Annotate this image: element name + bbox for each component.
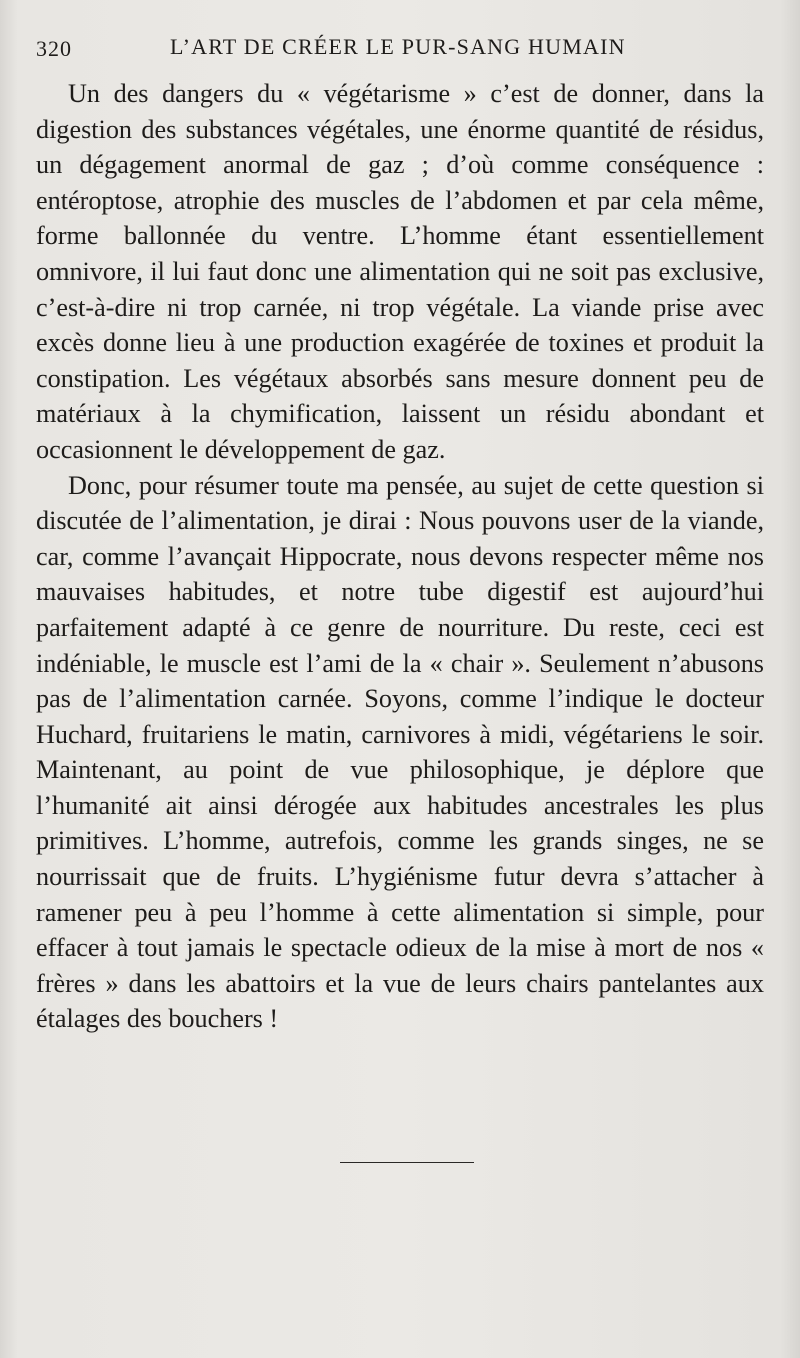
page-number: 320 [36, 36, 72, 61]
paragraph-1: Un des dangers du « végétarisme » c’est de donner, dans la digestion des substances végétales, une énorme quantité de résidus, un dégagement anormal de gaz ; d’où comme conséquence : entéroptose, atrophie des muscles de l’abdomen et par cela même, forme ballonnée du ventre. L’homme étant essentiellement omnivore, il lui faut donc une alimentation qui ne soit pas exclusive, c’est-à-dire ni trop carnée, ni trop végétale. La viande prise avec excès donne lieu à une production exagérée de toxines et produit la constipation. Les végétaux absorbés sans mesure donnent peu de matériaux à la chymification, laissent un résidu abondant et occasionnent le développement de gaz. [36, 79, 764, 464]
running-title: L’ART DE CRÉER LE PUR-SANG HUMAIN [170, 34, 626, 59]
body-text [36, 76, 764, 1037]
paragraph-2: Donc, pour résumer toute ma pensée, au sujet de cette question si discutée de l’alimentation, je dirai : Nous pouvons user de la viande, car, comme l’avançait Hippocrate, nous devons respecter même nos mauvaises habitudes, et notre tube digestif est aujourd’hui parfaitement adapté à ce genre de nourriture. Du reste, ceci est indéniable, le muscle est l’ami de la « chair ». Seulement n’abusons pas de l’alimentation carnée. Soyons, comme l’indique le docteur Huchard, fruitariens le matin, carnivores à midi, végétariens le soir. Maintenant, au point de vue philosophique, je déplore que l’humanité ait ainsi dérogée aux habitudes ancestrales les plus primitives. L’homme, autrefois, comme les grands singes, ne se nourrissait que de fruits. L’hygiénisme futur devra s’attacher à ramener peu à peu l’homme à cette alimentation si simple, pour effacer à tout jamais le spectacle odieux de la mise à mort de nos « frères » dans les abattoirs et la vue de leurs chairs pantelantes aux étalages des bouchers ! [36, 470, 764, 1034]
section-end-rule [340, 1162, 474, 1163]
running-head [36, 34, 764, 64]
